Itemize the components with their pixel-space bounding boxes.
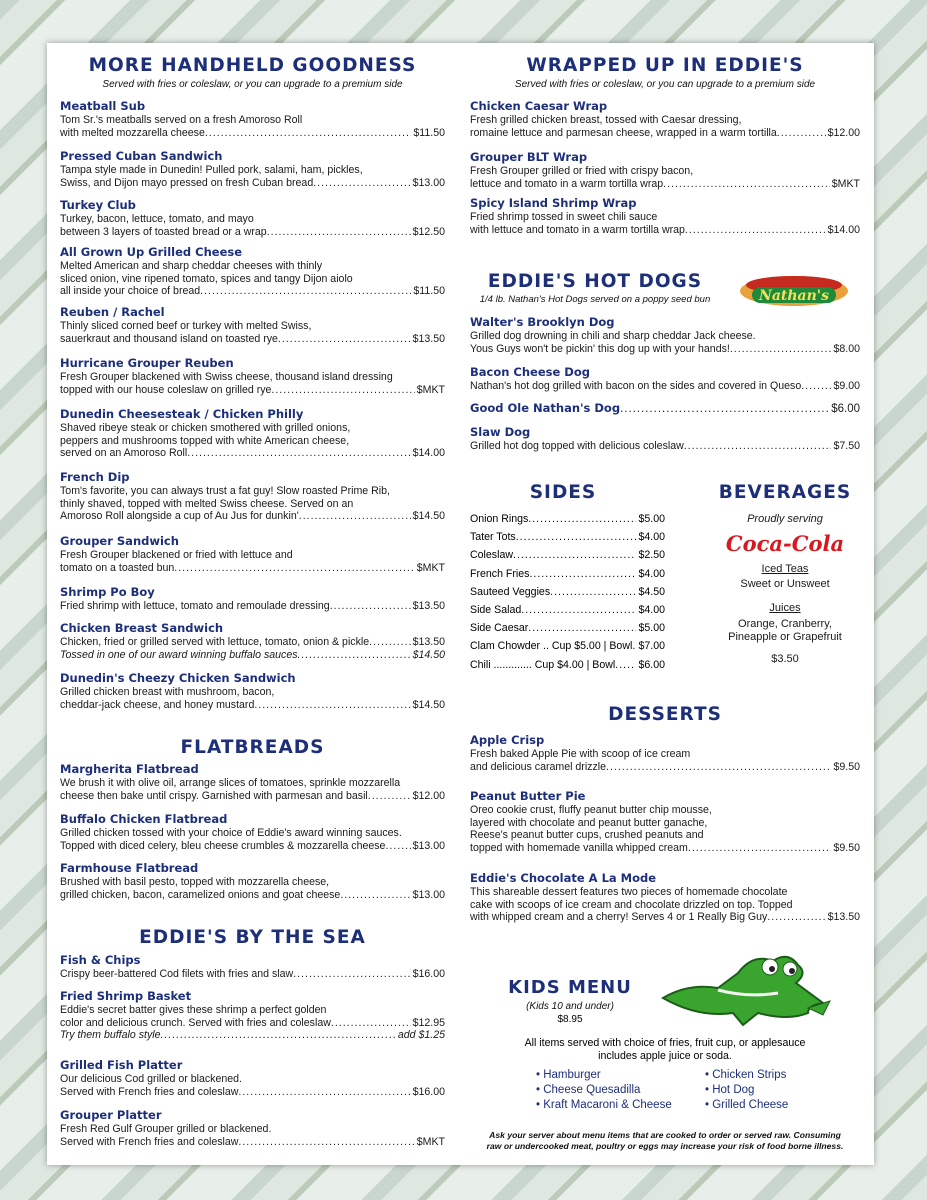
- item-desc-line: layered with chocolate and peanut butter ganache,: [470, 816, 708, 829]
- item-price: $13.50: [412, 600, 445, 612]
- price-line: [470, 178, 860, 191]
- side-item: [470, 531, 665, 543]
- item-name: Farmhouse Flatbread: [60, 861, 199, 875]
- menu-item: [60, 356, 445, 396]
- side-price: $7.00: [638, 640, 665, 653]
- kids-desc-2: includes apple juice or soda.: [598, 1050, 732, 1062]
- price-line: [60, 1029, 445, 1042]
- item-name: Grilled Fish Platter: [60, 1058, 183, 1072]
- item-desc-line: Tampa style made in Dunedin! Pulled pork, salami, ham, pickles,: [60, 164, 363, 176]
- item-price: $13.00: [412, 839, 445, 852]
- menu-item: [470, 315, 860, 355]
- item-desc-final: lettuce and tomato in a warm tortilla wrap: [470, 177, 664, 190]
- item-name: Meatball Sub: [60, 99, 146, 113]
- item-desc-line: Reese's peanut butter cups, crushed peanuts and: [470, 829, 704, 842]
- item-price: $14.50: [412, 648, 445, 661]
- item-desc-final: Good Ole Nathan's Dog: [470, 401, 621, 415]
- item-desc-line: Grilled chicken breast with mushroom, bacon,: [60, 686, 275, 698]
- item-name: Chicken Caesar Wrap: [470, 99, 608, 113]
- price-line: [60, 699, 445, 712]
- item-desc-line: Fresh Grouper blackened with Swiss cheese, thousand island dressing: [60, 371, 393, 383]
- item-desc-line: Fresh Grouper grilled or fried with crispy bacon,: [470, 165, 694, 177]
- item-name: Slaw Dog: [470, 425, 531, 439]
- side-name: Side Salad: [470, 604, 522, 616]
- item-desc-final: Amoroso Roll alongside a cup of Au Jus for dunkin': [60, 510, 299, 523]
- item-desc-line: Fried shrimp tossed in sweet chili sauce: [470, 211, 658, 223]
- item-price: $7.50: [833, 440, 860, 452]
- menu-page: [47, 43, 874, 1165]
- item-name: Dunedin's Cheezy Chicken Sandwich: [60, 671, 296, 685]
- side-price: $6.00: [638, 658, 665, 671]
- item-name: Hurricane Grouper Reuben: [60, 356, 234, 370]
- item-name: Margherita Flatbread: [60, 762, 199, 776]
- dot-leader: [271, 384, 414, 397]
- flatbreads-title: FLATBREADS: [180, 737, 325, 758]
- dot-leader: [777, 127, 826, 140]
- side-price: $5.00: [638, 513, 665, 525]
- item-price: $13.50: [827, 911, 860, 924]
- bullet-icon: •: [536, 1084, 544, 1096]
- hotdogs-subtitle: 1/4 lb. Nathan's Hot Dogs served on a poppy seed bun: [479, 294, 711, 305]
- item-desc-line: thinly shaved, topped with melted Swiss cheese. Served on an: [60, 497, 354, 510]
- item-price: $8.00: [833, 342, 860, 355]
- kids-desc-1: All items served with choice of fries, fruit cup, or applesauce: [524, 1037, 806, 1049]
- price-line: [60, 285, 445, 298]
- dot-leader: [331, 1017, 411, 1030]
- item-desc-final: Chicken, fried or grilled served with lettuce, tomato, onion & pickle: [60, 636, 370, 648]
- menu-item: [60, 812, 445, 852]
- side-name: French Fries: [470, 567, 530, 580]
- price-line: [60, 1017, 445, 1030]
- kids-item: [536, 1083, 672, 1098]
- item-price: $13.00: [412, 176, 445, 189]
- price-line: [60, 177, 445, 190]
- price-line: [60, 226, 445, 239]
- item-desc-final: Grilled hot dog topped with delicious coleslaw: [470, 440, 684, 452]
- item-desc-final: topped with homemade vanilla whipped cream: [470, 841, 688, 854]
- item-desc-final: romaine lettuce and parmesan cheese, wrapped in a warm tortilla: [470, 126, 777, 139]
- kids-list-col2: [705, 1068, 788, 1113]
- item-desc-final: tomato on a toasted bun: [60, 561, 175, 574]
- item-desc-final: between 3 layers of toasted bread or a wrap: [60, 225, 267, 238]
- item-desc-final: Served with French fries and coleslaw: [60, 1135, 239, 1148]
- item-desc-final: cheddar-jack cheese, and honey mustard: [60, 698, 255, 711]
- menu-item: [60, 671, 445, 711]
- dot-leader: [801, 380, 831, 393]
- side-price: $4.00: [638, 567, 665, 580]
- menu-item: [60, 762, 445, 802]
- item-price: $11.50: [413, 126, 445, 139]
- menu-item: [60, 245, 445, 298]
- kids-list-col1: [536, 1068, 672, 1113]
- dot-leader: [187, 447, 410, 460]
- side-item: [470, 586, 665, 598]
- item-price: $MKT: [416, 1135, 445, 1148]
- notice-line-2: raw or undercooked meat, poultry or eggs may increase your risk of food borne illness.: [486, 1141, 844, 1151]
- dot-leader: [529, 568, 636, 580]
- iced-teas-desc: Sweet or Unsweet: [740, 578, 830, 590]
- sea-title: EDDIE'S BY THE SEA: [139, 927, 366, 948]
- side-name: Onion Rings: [470, 513, 529, 525]
- kids-item-label: Kraft Macaroni & Cheese: [543, 1099, 672, 1111]
- item-name: Fish & Chips: [60, 953, 141, 967]
- menu-item: [60, 534, 445, 574]
- menu-item: [60, 989, 445, 1042]
- item-price: $12.00: [412, 789, 445, 802]
- item-name: Walter's Brooklyn Dog: [470, 315, 615, 329]
- item-desc-line: Melted American and sharp cheddar cheeses with thinly: [60, 260, 323, 272]
- item-desc-final: Tossed in one of our award winning buffalo sauces: [60, 648, 298, 661]
- item-price: $12.50: [412, 225, 445, 238]
- item-price: $14.50: [412, 698, 445, 711]
- dot-leader: [684, 440, 832, 453]
- item-price: $MKT: [416, 561, 445, 574]
- dot-leader: [550, 586, 636, 598]
- item-name: French Dip: [60, 470, 130, 484]
- price-line: [60, 636, 445, 649]
- dot-leader: [293, 968, 410, 981]
- item-desc-final: and delicious caramel drizzle: [470, 760, 607, 773]
- side-item: [470, 604, 665, 616]
- menu-item: [60, 407, 445, 460]
- kids-item: [536, 1068, 672, 1083]
- nathans-logo: [738, 265, 850, 317]
- dot-leader: [516, 531, 637, 543]
- dot-leader: [238, 1136, 414, 1149]
- item-price: $12.95: [412, 1016, 445, 1029]
- price-line: [470, 380, 860, 393]
- dot-leader: [620, 403, 829, 416]
- menu-item: [60, 953, 445, 981]
- dot-leader: [267, 226, 411, 239]
- menu-item: [470, 733, 860, 773]
- juices-line1: Orange, Cranberry,: [738, 618, 832, 630]
- price-line: [60, 790, 445, 803]
- item-price: $9.00: [833, 380, 860, 392]
- side-name: Clam Chowder .. Cup $5.00 | Bowl: [470, 640, 633, 653]
- item-desc-final: Crispy beer-battered Cod filets with fries and slaw: [60, 968, 294, 980]
- side-price: $5.00: [638, 622, 665, 635]
- price-line: [60, 447, 445, 460]
- item-desc-line: Oreo cookie crust, fluffy peanut butter chip mousse,: [470, 804, 712, 816]
- side-price: $4.50: [638, 585, 665, 598]
- item-desc-final: color and delicious crunch. Served with fries and coleslaw: [60, 1016, 331, 1029]
- dot-leader: [160, 1029, 395, 1042]
- item-desc-final: with lettuce and tomato in a warm tortilla wrap: [470, 223, 685, 236]
- menu-item: [470, 425, 860, 453]
- item-price: $11.50: [413, 285, 445, 298]
- beverages-proudly: Proudly serving: [747, 513, 823, 525]
- menu-item: [470, 150, 860, 190]
- item-price: $6.00: [831, 403, 860, 415]
- side-price: $2.50: [638, 549, 665, 562]
- juices-line2: Pineapple or Grapefruit: [728, 631, 842, 643]
- item-name: Turkey Club: [60, 198, 136, 212]
- nathans-logo-text: Nathan's: [759, 288, 829, 304]
- item-desc-line: Shaved ribeye steak or chicken smothered with grilled onions,: [60, 422, 351, 434]
- item-desc-final: Swiss, and Dijon mayo pressed on fresh Cuban bread: [60, 176, 314, 189]
- price-line: [470, 761, 860, 774]
- item-desc-line: Our delicious Cod grilled or blackened.: [60, 1073, 242, 1085]
- kids-age: (Kids 10 and under): [526, 1001, 614, 1012]
- menu-item: [470, 871, 860, 924]
- price-line: [470, 911, 860, 924]
- item-price: add $1.25: [397, 1029, 445, 1042]
- dot-leader: [299, 510, 411, 523]
- dot-leader: [615, 659, 636, 671]
- kids-item: [536, 1098, 672, 1113]
- desserts-title: DESSERTS: [608, 704, 722, 725]
- dot-leader: [521, 604, 636, 616]
- item-name: Apple Crisp: [470, 733, 545, 747]
- menu-item: [470, 789, 860, 854]
- side-item: [470, 659, 665, 671]
- item-name: Grouper Sandwich: [60, 534, 179, 548]
- dot-leader: [730, 343, 832, 356]
- dot-leader: [368, 790, 411, 803]
- dot-leader: [313, 177, 410, 190]
- price-line: [60, 968, 445, 981]
- price-line: [470, 127, 860, 140]
- item-desc-final: with melted mozzarella cheese: [60, 126, 205, 139]
- dot-leader: [238, 1086, 410, 1099]
- item-price: $MKT: [831, 177, 860, 190]
- dot-leader: [298, 649, 411, 662]
- price-line: [60, 127, 445, 140]
- kids-item: [705, 1068, 788, 1083]
- item-desc-line: Tom's favorite, you can always trust a fat guy! Slow roasted Prime Rib,: [60, 485, 390, 497]
- side-item: [470, 640, 665, 652]
- item-name: Grouper Platter: [60, 1108, 162, 1122]
- wraps-subtitle: Served with fries or coleslaw, or you can upgrade to a premium side: [514, 79, 816, 90]
- item-desc-line: Grilled chicken tossed with your choice of Eddie's award winning sauces.: [60, 827, 402, 839]
- dot-leader: [369, 636, 410, 649]
- price-line: [60, 1136, 445, 1149]
- kids-item: [705, 1098, 788, 1113]
- item-desc-line: Brushed with basil pesto, topped with mozzarella cheese,: [60, 876, 330, 888]
- item-desc-line: We brush it with olive oil, arrange slices of tomatoes, sprinkle mozzarella: [60, 777, 401, 789]
- handheld-subtitle: Served with fries or coleslaw, or you can upgrade to a premium side: [102, 79, 403, 90]
- item-price: $9.50: [833, 760, 860, 773]
- beverages-price: $3.50: [771, 653, 799, 665]
- dot-leader: [278, 333, 411, 346]
- item-desc-final: Topped with diced celery, bleu cheese crumbles & mozzarella cheese: [60, 839, 386, 852]
- item-desc-final: Try them buffalo style: [60, 1029, 161, 1042]
- juices-label: Juices: [769, 602, 801, 614]
- menu-item: [60, 305, 445, 345]
- item-desc-final: grilled chicken, bacon, caramelized onions and goat cheese: [60, 888, 341, 901]
- menu-item: [60, 1108, 445, 1148]
- kids-item-label: Grilled Cheese: [712, 1099, 789, 1111]
- dot-leader: [767, 911, 825, 924]
- beverages-title: BEVERAGES: [718, 482, 852, 503]
- item-name: Peanut Butter Pie: [470, 789, 586, 803]
- item-name: Pressed Cuban Sandwich: [60, 149, 223, 163]
- kids-title: KIDS MENU: [508, 977, 632, 998]
- dot-leader: [385, 840, 410, 853]
- menu-item: [60, 99, 445, 139]
- price-line: [60, 384, 445, 397]
- dot-leader: [513, 549, 637, 561]
- notice-line-1: Ask your server about menu items that are cooked to order or served raw. Consuming: [489, 1130, 841, 1140]
- item-name: Fried Shrimp Basket: [60, 989, 192, 1003]
- food-safety-notice: [470, 1130, 860, 1152]
- dot-leader: [685, 224, 826, 237]
- item-desc-line: Turkey, bacon, lettuce, tomato, and mayo: [60, 213, 254, 225]
- item-price: $14.50: [412, 510, 445, 523]
- side-name: Side Caesar: [470, 622, 529, 635]
- item-name: Eddie's Chocolate A La Mode: [470, 871, 657, 885]
- price-line: [470, 343, 860, 356]
- side-price: $4.00: [638, 604, 665, 616]
- kids-item: [705, 1083, 788, 1098]
- handheld-title: MORE HANDHELD GOODNESS: [88, 55, 417, 76]
- item-desc-final: with whipped cream and a cherry! Serves 4 or 1 Really Big Guy: [470, 911, 768, 924]
- item-desc-final: topped with our house coleslaw on grilled rye: [60, 383, 272, 396]
- dot-leader: [330, 600, 411, 613]
- side-name: Tater Tots: [470, 531, 516, 544]
- item-desc-final: cheese then bake until crispy. Garnished with parmesan and basil: [60, 789, 368, 802]
- bullet-icon: •: [536, 1099, 544, 1111]
- item-desc-final: served on an Amoroso Roll: [60, 447, 188, 460]
- hotdogs-title: EDDIE'S HOT DOGS: [487, 271, 703, 292]
- price-line: [470, 224, 860, 237]
- item-desc-final: Fried shrimp with lettuce, tomato and remoulade dressing: [60, 600, 330, 612]
- item-desc-line: This shareable dessert features two pieces of homemade chocolate: [470, 886, 788, 898]
- menu-item: [470, 99, 860, 139]
- price-line: [60, 840, 445, 853]
- bullet-icon: •: [536, 1069, 544, 1081]
- price-line: [470, 842, 860, 855]
- coca-cola-logo-text: Coca-Cola: [725, 531, 845, 556]
- item-price: $12.00: [827, 126, 860, 139]
- item-name: Reuben / Rachel: [60, 305, 165, 319]
- price-line: [60, 600, 445, 613]
- item-price: $14.00: [827, 223, 860, 236]
- item-desc-line: Fresh Red Gulf Grouper grilled or blackened.: [60, 1123, 272, 1135]
- iced-teas-label: Iced Teas: [761, 563, 809, 575]
- item-price: $MKT: [416, 383, 445, 396]
- item-name: Bacon Cheese Dog: [470, 365, 590, 379]
- side-name: Sauteed Veggies: [470, 585, 551, 598]
- menu-item: [60, 621, 445, 661]
- menu-item: [470, 365, 860, 393]
- item-price: $13.50: [412, 332, 445, 345]
- price-line: [470, 401, 860, 416]
- menu-item: [60, 198, 445, 238]
- menu-item: [60, 1058, 445, 1098]
- item-name: Chicken Breast Sandwich: [60, 621, 224, 635]
- side-name: Chili ............. Cup $4.00 | Bowl: [470, 658, 616, 671]
- price-line: [60, 510, 445, 523]
- kids-item-label: Hamburger: [543, 1069, 601, 1081]
- item-desc-line: Eddie's secret batter gives these shrimp a perfect golden: [60, 1004, 327, 1016]
- alligator-mascot-icon: [658, 943, 833, 1038]
- dot-leader: [200, 285, 411, 298]
- item-desc-line: Tom Sr.'s meatballs served on a fresh Amoroso Roll: [60, 114, 303, 126]
- item-price: $14.00: [412, 447, 445, 460]
- item-desc-line: Grilled dog drowning in chili and sharp cheddar Jack cheese.: [470, 330, 756, 342]
- side-item: [470, 568, 665, 580]
- item-price: $9.50: [833, 841, 860, 854]
- dot-leader: [528, 513, 636, 525]
- side-item: [470, 513, 665, 525]
- item-desc-final: Nathan's hot dog grilled with bacon on the sides and covered in Queso: [470, 380, 802, 392]
- dot-leader: [528, 622, 636, 634]
- item-desc-line: sliced onion, vine ripened tomato, spices and tangy Dijon aiolo: [60, 272, 353, 285]
- price-line: [470, 440, 860, 453]
- item-name: Grouper BLT Wrap: [470, 150, 588, 164]
- item-name: Spicy Island Shrimp Wrap: [470, 196, 637, 210]
- dot-leader: [663, 178, 830, 191]
- item-desc-line: Fresh baked Apple Pie with scoop of ice cream: [470, 748, 691, 760]
- price-line: [60, 333, 445, 346]
- item-desc-line: peppers and mushrooms topped with white American cheese,: [60, 434, 350, 447]
- dot-leader: [340, 889, 410, 902]
- dot-leader: [174, 562, 414, 575]
- menu-item: [60, 585, 445, 613]
- item-desc-final: Yous Guys won't be pickin' this dog up with your hands!: [470, 342, 730, 355]
- item-desc-line: Fresh grilled chicken breast, tossed with Caesar dressing,: [470, 114, 742, 126]
- item-name: All Grown Up Grilled Cheese: [60, 245, 243, 259]
- coca-cola-logo: [710, 530, 860, 558]
- menu-item: [60, 470, 445, 523]
- dot-leader: [688, 842, 832, 855]
- item-name: Dunedin Cheesesteak / Chicken Philly: [60, 407, 304, 421]
- price-line: [60, 562, 445, 575]
- bullet-icon: •: [705, 1069, 713, 1081]
- side-item: [470, 549, 665, 561]
- side-name: Coleslaw: [470, 549, 513, 562]
- menu-item: [60, 861, 445, 901]
- side-item: [470, 622, 665, 634]
- menu-item: [60, 149, 445, 189]
- bullet-icon: •: [705, 1084, 713, 1096]
- item-desc-final: Served with French fries and coleslaw: [60, 1085, 239, 1098]
- item-name: Shrimp Po Boy: [60, 585, 155, 599]
- item-price: $13.00: [412, 888, 445, 901]
- wraps-title: WRAPPED UP IN EDDIE'S: [526, 55, 804, 76]
- sides-title: SIDES: [529, 482, 597, 503]
- item-price: $16.00: [412, 968, 445, 980]
- kids-item-label: Chicken Strips: [712, 1069, 787, 1081]
- dot-leader: [606, 761, 831, 774]
- item-desc-line: cake with scoops of ice cream and chocolate drizzled on top. Topped: [470, 898, 793, 911]
- item-name: Buffalo Chicken Flatbread: [60, 812, 228, 826]
- kids-item-label: Cheese Quesadilla: [543, 1084, 641, 1096]
- dot-leader: [254, 699, 410, 712]
- price-line: [60, 889, 445, 902]
- kids-item-label: Hot Dog: [712, 1084, 755, 1096]
- item-desc-line: Fresh Grouper blackened or fried with lettuce and: [60, 549, 293, 561]
- menu-item: [470, 196, 860, 236]
- kids-price: $8.95: [557, 1014, 583, 1025]
- item-desc-final: all inside your choice of bread: [60, 285, 201, 298]
- dot-leader: [205, 127, 412, 140]
- menu-item: [470, 401, 860, 416]
- bullet-icon: •: [705, 1099, 713, 1111]
- price-line: [60, 649, 445, 662]
- item-price: $16.00: [412, 1085, 445, 1098]
- price-line: [60, 1086, 445, 1099]
- item-price: $13.50: [412, 636, 445, 648]
- item-desc-final: sauerkraut and thousand island on toasted rye: [60, 332, 278, 345]
- side-price: $4.00: [638, 531, 665, 544]
- item-desc-line: Thinly sliced corned beef or turkey with melted Swiss,: [60, 320, 312, 332]
